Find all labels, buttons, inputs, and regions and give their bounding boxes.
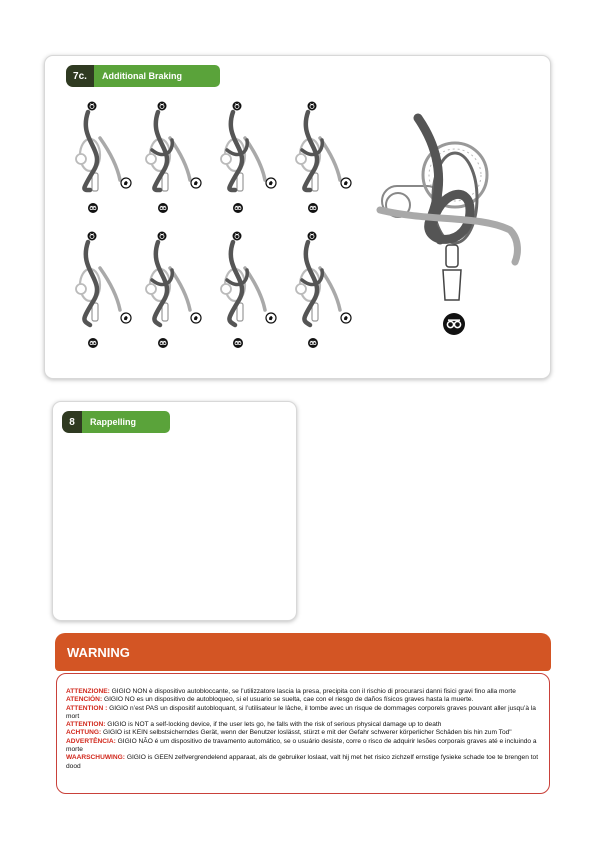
hand-icon (191, 313, 201, 323)
warning-lang: ATTENTION: (66, 721, 106, 729)
anchor-icon (233, 102, 242, 111)
warning-line-nl (66, 754, 540, 771)
anchor-icon (88, 232, 97, 241)
warning-line-es (66, 696, 540, 704)
anchor-icon (158, 232, 167, 241)
hand-icon (341, 178, 351, 188)
rappelling-panel (52, 401, 297, 621)
hand-icon (191, 178, 201, 188)
warning-lang: ACHTUNG: (66, 729, 102, 737)
warning-header (55, 633, 551, 671)
warning-lang: ATTENTION : (66, 704, 108, 712)
warning-box (56, 673, 550, 794)
section-number: 8 (62, 411, 82, 433)
warning-line-pt (66, 738, 540, 755)
harness-icon (443, 313, 465, 335)
harness-icon (308, 338, 318, 348)
rope-light (100, 138, 120, 180)
harness-icon (158, 338, 168, 348)
warning-text: GIGIO is GEEN zelfvergrendelend apparaat, als de gebruiker loslaat, valt hij met het risico zichzelf ernstige fysieke schade toe te brengen tot dood (66, 754, 539, 770)
warning-text: GIGIO NO es un dispositivo de autobloqueo, si el usuario se suelta, cae con el riesgo de daños físicos graves hasta la muerte. (102, 696, 474, 704)
harness-icon (233, 338, 243, 348)
harness-icon (88, 203, 98, 213)
hand-icon (266, 313, 276, 323)
section-title: Additional Braking (94, 65, 220, 87)
anchor-icon (233, 232, 242, 241)
anchor-icon (88, 102, 97, 111)
hand-icon (121, 313, 131, 323)
warning-lang: ADVERTÊNCIA: (66, 737, 116, 745)
rope-light (100, 268, 120, 310)
anchor-icon (308, 102, 317, 111)
warning-lang: ATTENZIONE: (66, 688, 110, 695)
warning-title: WARNING (67, 644, 130, 660)
warning-text: GIGIO is NOT a self-locking device, if the user lets go, he falls with the risk of serious physical damage up to death (105, 721, 442, 729)
warning-lang: ATENCIÓN: (66, 696, 103, 704)
warning-line-de (66, 729, 540, 737)
warning-text: GIGIO n’est PAS un dispositif autobloquant, si l’utilisateur le lâche, il tombe avec un risque de dommages corporels graves pouvant aller jusqu’à la mort (66, 704, 536, 720)
warning-line-fr (66, 705, 540, 722)
harness-icon (158, 203, 168, 213)
rappelling-tag (62, 411, 170, 433)
section-title: Rappelling (82, 411, 170, 433)
hand-icon (266, 178, 276, 188)
warning-lang: WAARSCHUWING: (66, 754, 125, 762)
harness-icon (308, 203, 318, 213)
warning-text: GIGIO NÃO é um dispositivo de travamento automático, se o usuário desiste, corre o risco de adquirir lesões corporais graves até e incluindo a morte (66, 737, 537, 754)
warning-text: GIGIO NON è dispositivo autobloccante, se l’utilizzatore lascia la presa, precipita con il rischio di procurarsi danni fisici gravi fino alla morte (109, 688, 516, 695)
warning-line-en (66, 721, 540, 729)
hand-icon (121, 178, 131, 188)
anchor-icon (158, 102, 167, 111)
hand-icon (341, 313, 351, 323)
anchor-icon (308, 232, 317, 241)
harness-icon (88, 338, 98, 348)
harness-icon (233, 203, 243, 213)
warning-text: GIGIO ist KEIN selbstsicherndes Gerät, wenn der Benutzer loslässt, stürzt e mit der Gefahr schwerer körperlicher Schäden bis hin zum Tod" (101, 729, 512, 737)
section-number: 7c. (66, 65, 94, 87)
